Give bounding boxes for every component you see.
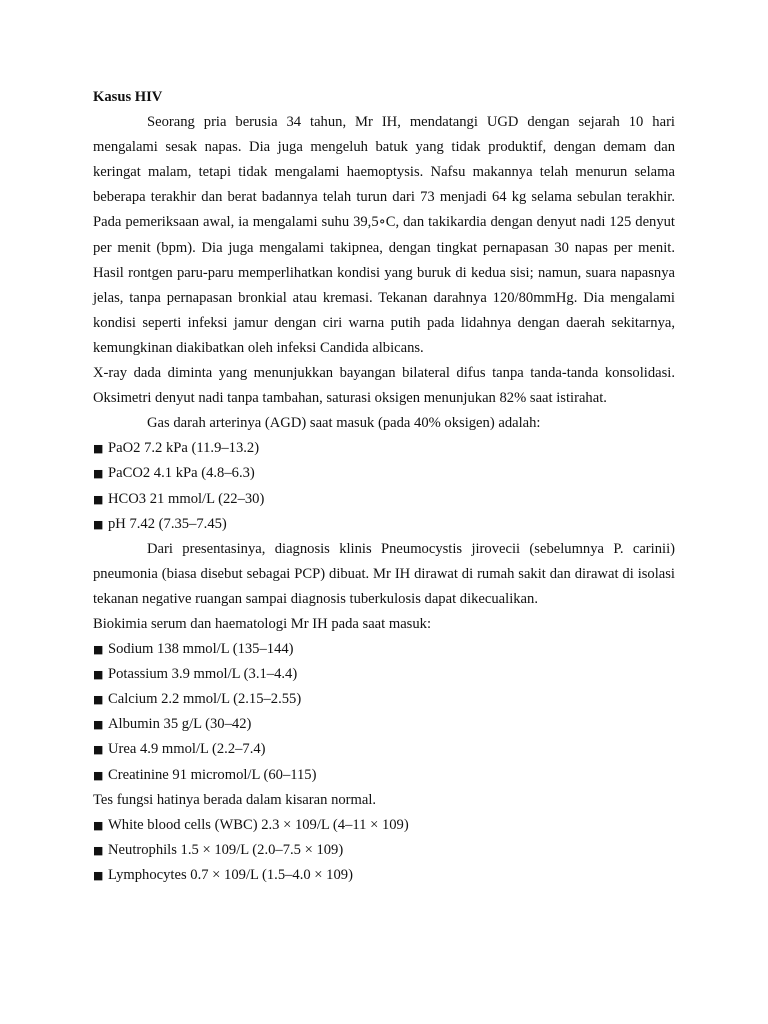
bullet-square-icon: ■	[93, 868, 104, 882]
list-item	[93, 737, 675, 762]
list-item	[93, 687, 675, 712]
bullet-square-icon: ■	[93, 843, 104, 857]
bullet-square-icon: ■	[93, 643, 104, 657]
haematology-list	[93, 813, 675, 888]
list-item-text: Neutrophils 1.5 × 109/L (2.0–7.5 × 109)	[108, 841, 344, 858]
agd-list	[93, 436, 675, 536]
list-item-text: Lymphocytes 0.7 × 109/L (1.5–4.0 × 109)	[108, 866, 353, 883]
biochem-intro-paragraph: Biokimia serum dan haematologi Mr IH pada saat masuk:	[93, 615, 432, 632]
list-item	[93, 512, 675, 537]
list-item-text: White blood cells (WBC) 2.3 × 109/L (4–11 × 109)	[108, 816, 409, 833]
list-item-text: PaO2 7.2 kPa (11.9–13.2)	[108, 440, 260, 457]
list-item-text: Potassium 3.9 mmol/L (3.1–4.4)	[108, 666, 298, 683]
list-item-text: Urea 4.9 mmol/L (2.2–7.4)	[108, 741, 266, 758]
list-item	[93, 461, 675, 486]
liver-function-paragraph: Tes fungsi hatinya berada dalam kisaran normal.	[93, 791, 377, 808]
list-item-text: Creatinine 91 micromol/L (60–115)	[108, 766, 317, 783]
bullet-square-icon: ■	[93, 743, 104, 757]
list-item	[93, 838, 675, 863]
list-item-text: HCO3 21 mmol/L (22–30)	[108, 490, 265, 507]
list-item	[93, 763, 675, 788]
list-item	[93, 712, 675, 737]
bullet-square-icon: ■	[93, 818, 104, 832]
bullet-square-icon: ■	[93, 492, 104, 506]
xray-paragraph: X-ray dada diminta yang menunjukkan bayangan bilateral difus tanpa tanda-tanda konsolidasi. Oksimetri denyut nadi tanpa tambahan, saturasi oksigen menunjukan 82% saat istirahat.	[93, 365, 675, 407]
list-item	[93, 662, 675, 687]
list-item-text: Albumin 35 g/L (30–42)	[108, 716, 252, 733]
list-item	[93, 863, 675, 888]
document-title: Kasus HIV	[93, 89, 163, 105]
list-item-text: Calcium 2.2 mmol/L (2.15–2.55)	[108, 691, 302, 708]
bullet-square-icon: ■	[93, 768, 104, 782]
bullet-square-icon: ■	[93, 718, 104, 732]
list-item-text: Sodium 138 mmol/L (135–144)	[108, 641, 294, 658]
bullet-square-icon: ■	[93, 517, 104, 531]
bullet-square-icon: ■	[93, 668, 104, 682]
document-body	[93, 85, 675, 888]
list-item	[93, 436, 675, 461]
bullet-square-icon: ■	[93, 442, 104, 456]
list-item	[93, 637, 675, 662]
agd-intro-paragraph: Gas darah arterinya (AGD) saat masuk (pada 40% oksigen) adalah:	[147, 415, 541, 432]
diagnosis-paragraph: Dari presentasinya, diagnosis klinis Pneumocystis jirovecii (sebelumnya P. carinii) pneumonia (biasa disebut sebagai PCP) dibuat. Mr IH dirawat di rumah sakit dan dirawat di isolasi tekanan negative ruangan sampai diagnosis tuberkulosis dapat dikecualikan.	[93, 540, 675, 607]
biochem-list	[93, 637, 675, 788]
case-intro-paragraph: Seorang pria berusia 34 tahun, Mr IH, mendatangi UGD dengan sejarah 10 hari mengalami sesak napas. Dia juga mengeluh batuk yang tidak produktif, dengan demam dan keringat malam, tetapi tidak mengalami haemoptysis. Nafsu makannya telah menurun selama beberapa terakhir dan berat badannya telah turun dari 73 menjadi 64 kg selama sebulan terakhir. Pada pemeriksaan awal, ia mengalami suhu 39,5∘C, dan takikardia dengan denyut nadi 125 denyut per menit (bpm). Dia juga mengalami takipnea, dengan tingkat pernapasan 30 napas per menit. Hasil rontgen paru-paru memperlihatkan kondisi yang buruk di kedua sisi; namun, suara napasnya jelas, tanpa pernapasan bronkial atau kremasi. Tekanan darahnya 120/80mmHg. Dia mengalami kondisi seperti infeksi jamur dengan ciri warna putih pada lidahnya dengan daerah sekitarnya, kemungkinan diakibatkan oleh infeksi Candida albicans.	[93, 114, 675, 356]
bullet-square-icon: ■	[93, 467, 104, 481]
list-item-text: PaCO2 4.1 kPa (4.8–6.3)	[108, 465, 255, 482]
list-item	[93, 813, 675, 838]
list-item	[93, 487, 675, 512]
list-item-text: pH 7.42 (7.35–7.45)	[108, 515, 227, 532]
bullet-square-icon: ■	[93, 693, 104, 707]
